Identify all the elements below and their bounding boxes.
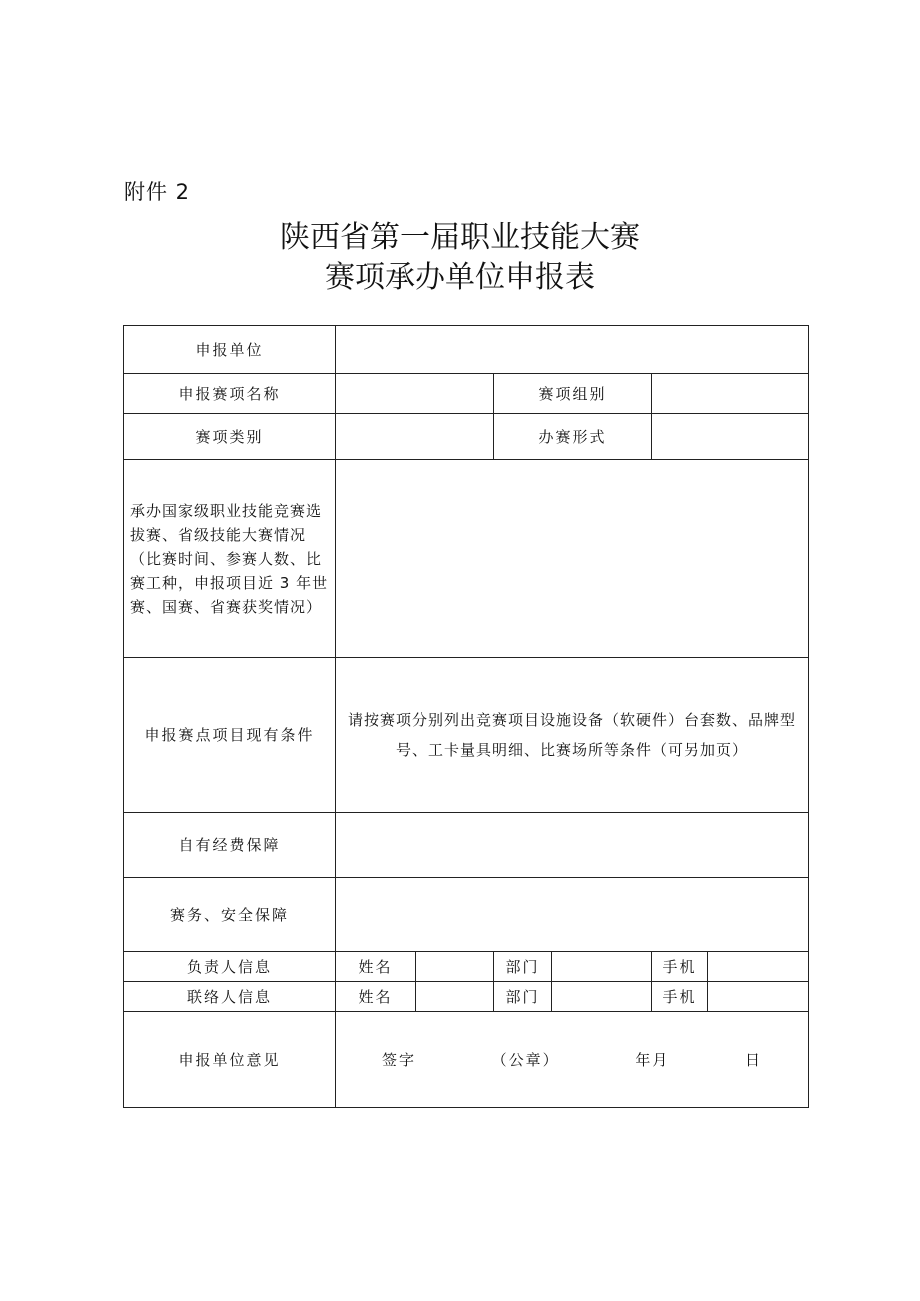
row-applicant-unit	[124, 326, 809, 374]
responsible-name-field[interactable]	[416, 952, 494, 982]
applicant-unit-label: 申报单位	[124, 326, 336, 374]
conditions-label: 申报赛点项目现有条件	[124, 658, 336, 813]
contact-department-field[interactable]	[552, 982, 652, 1012]
competition-format-label: 办赛形式	[494, 414, 652, 460]
event-name-label: 申报赛项名称	[124, 374, 336, 414]
competition-format-field[interactable]	[652, 414, 809, 460]
day-label: 日	[745, 1050, 763, 1069]
form-subtitle: 赛项承办单位申报表	[325, 260, 595, 295]
opinion-field[interactable]	[336, 1012, 809, 1108]
safety-field[interactable]	[336, 878, 809, 952]
responsible-mobile-field[interactable]	[708, 952, 809, 982]
row-event-name	[124, 374, 809, 414]
row-funding	[124, 813, 809, 878]
hosting-history-label: 承办国家级职业技能竞赛选拔赛、省级技能大赛情况（比赛时间、参赛人数、比赛工种，申报项目近 3 年世赛、国赛、省赛获奖情况）	[124, 460, 336, 658]
signature-seal-line	[336, 1049, 808, 1071]
event-name-field[interactable]	[336, 374, 494, 414]
applicant-unit-field[interactable]	[336, 326, 809, 374]
seal-label: （公章）	[491, 1050, 560, 1069]
responsible-name-label: 姓名	[336, 952, 416, 982]
contact-name-label: 姓名	[336, 982, 416, 1012]
row-safety	[124, 878, 809, 952]
event-category-label: 赛项类别	[124, 414, 336, 460]
opinion-label: 申报单位意见	[124, 1012, 336, 1108]
event-group-label: 赛项组别	[494, 374, 652, 414]
funding-field[interactable]	[336, 813, 809, 878]
attachment-label: 附件 2	[124, 180, 191, 204]
responsible-department-label: 部门	[494, 952, 552, 982]
funding-label: 自有经费保障	[124, 813, 336, 878]
hosting-history-field[interactable]	[336, 460, 809, 658]
contact-mobile-field[interactable]	[708, 982, 809, 1012]
row-event-category	[124, 414, 809, 460]
row-contact-person	[124, 982, 809, 1012]
conditions-note[interactable]: 请按赛项分别列出竞赛项目设施设备（软硬件）台套数、品牌型号、工卡量具明细、比赛场所等条件（可另加页）	[336, 658, 809, 813]
contact-person-label: 联络人信息	[124, 982, 336, 1012]
row-hosting-history	[124, 460, 809, 658]
responsible-mobile-label: 手机	[652, 952, 708, 982]
responsible-department-field[interactable]	[552, 952, 652, 982]
signature-label: 签字	[382, 1050, 417, 1069]
event-group-field[interactable]	[652, 374, 809, 414]
safety-label: 赛务、安全保障	[124, 878, 336, 952]
contact-mobile-label: 手机	[652, 982, 708, 1012]
row-opinion	[124, 1012, 809, 1108]
application-form-table	[123, 325, 809, 1108]
form-title: 陕西省第一届职业技能大赛	[280, 220, 640, 255]
row-responsible-person	[124, 952, 809, 982]
event-category-field[interactable]	[336, 414, 494, 460]
contact-department-label: 部门	[494, 982, 552, 1012]
contact-name-field[interactable]	[416, 982, 494, 1012]
row-conditions	[124, 658, 809, 813]
year-month-label: 年月	[635, 1050, 670, 1069]
responsible-person-label: 负责人信息	[124, 952, 336, 982]
